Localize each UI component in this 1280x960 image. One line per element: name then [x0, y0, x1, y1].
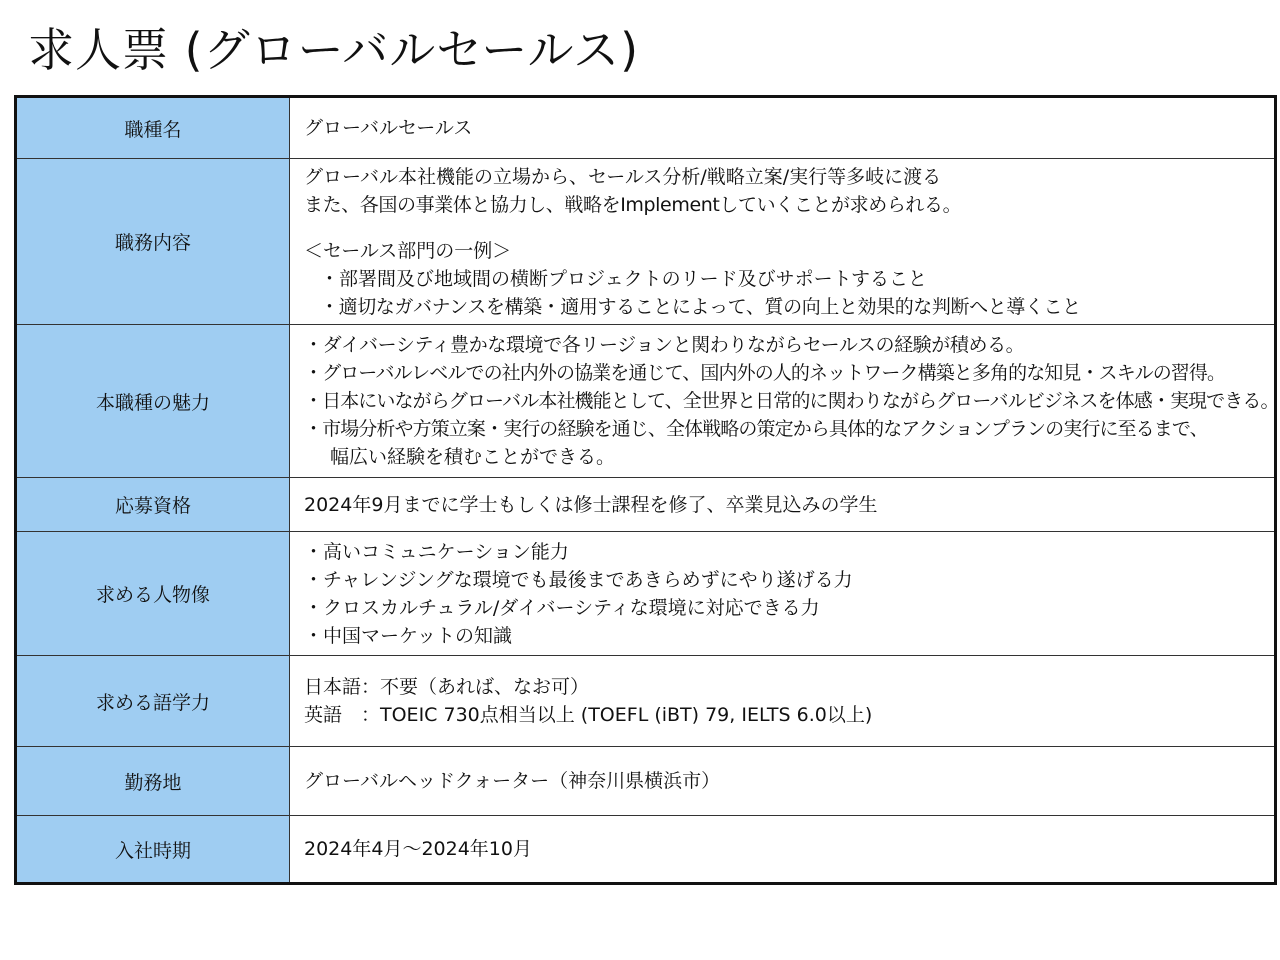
row-value-start-date: [290, 816, 1276, 884]
job-posting-table: [14, 95, 1277, 885]
table-row: [16, 747, 1276, 816]
table-row: [16, 656, 1276, 747]
row-value-work-location: [290, 747, 1276, 816]
row-value-appeal: [290, 325, 1279, 478]
ideal-candidate-line: ・チャレンジングな環境でも最後まであきらめずにやり遂げる力: [304, 568, 853, 591]
row-value-job-title: [290, 97, 1276, 159]
language-skills-line: 英語 ：TOEIC 730点相当以上 (TOEFL (iBT) 79, IELTS 6.0以上): [304, 704, 873, 726]
appeal-line: ・日本にいながらグローバル本社機能として、全世界と日常的に関わりながらグローバルビジネスを体感・実現できる。: [304, 390, 1279, 412]
table-row: [16, 97, 1276, 159]
job-description-line: ＜セールス部門の一例＞: [304, 239, 512, 262]
table-row: [16, 159, 1276, 325]
row-label-qualifications: 応募資格: [16, 478, 290, 532]
job-title-text: グローバルセールス: [304, 117, 473, 139]
job-description-line: グローバル本社機能の立場から、セールス分析/戦略立案/実行等多岐に渡る: [304, 165, 942, 188]
job-description-line: ・部署間及び地域間の横断プロジェクトのリード及びサポートすること: [320, 267, 928, 290]
table-row: [16, 816, 1276, 884]
row-value-job-description: [290, 159, 1276, 325]
ideal-candidate-line: ・中国マーケットの知識: [304, 624, 513, 647]
job-description-line: ・適切なガバナンスを構築・適用することによって、質の向上と効果的な判断へと導くこと: [320, 295, 1081, 318]
row-label-work-location: 勤務地: [16, 747, 290, 816]
appeal-line: 幅広い経験を積むことができる。: [330, 446, 616, 468]
row-label-job-description: 職務内容: [16, 159, 290, 325]
job-description-line: また、各国の事業体と協力し、戦略をImplementしていくことが求められる。: [304, 193, 962, 216]
row-label-ideal-candidate: 求める人物像: [16, 532, 290, 656]
row-label-start-date: 入社時期: [16, 816, 290, 884]
row-label-language-skills: 求める語学力: [16, 656, 290, 747]
qualifications-text: 2024年9月までに学士もしくは修士課程を修了、卒業見込みの学生: [304, 493, 878, 516]
table-row: [16, 532, 1276, 656]
row-value-ideal-candidate: [290, 532, 1276, 656]
table-row: [16, 478, 1276, 532]
ideal-candidate-line: ・高いコミュニケーション能力: [304, 540, 569, 563]
ideal-candidate-line: ・クロスカルチュラル/ダイバーシティな環境に対応できる力: [304, 596, 820, 619]
language-skills-line: 日本語：不要（あれば、なお可）: [304, 676, 590, 698]
appeal-line: ・グローバルレベルでの社内外の協業を通じて、国内外の人的ネットワーク構築と多角的な知見・スキルの習得。: [304, 362, 1226, 384]
row-label-job-title: 職種名: [16, 97, 290, 159]
row-value-qualifications: [290, 478, 1276, 532]
appeal-line: ・市場分析や方策立案・実行の経験を通じ、全体戦略の策定から具体的なアクションプランの実行に至るまで、: [304, 418, 1208, 440]
row-label-appeal: 本職種の魅力: [16, 325, 290, 478]
appeal-line: ・ダイバーシティ豊かな環境で各リージョンと関わりながらセールスの経験が積める。: [304, 334, 1025, 356]
row-value-language-skills: [290, 656, 1276, 747]
job-description-spacer: [304, 219, 1260, 237]
start-date-text: 2024年4月～2024年10月: [304, 838, 532, 860]
table-row: [16, 325, 1276, 478]
page-title: 求人票 (グローバルセールス): [28, 23, 640, 77]
work-location-text: グローバルヘッドクォーター（神奈川県横浜市）: [304, 770, 721, 792]
